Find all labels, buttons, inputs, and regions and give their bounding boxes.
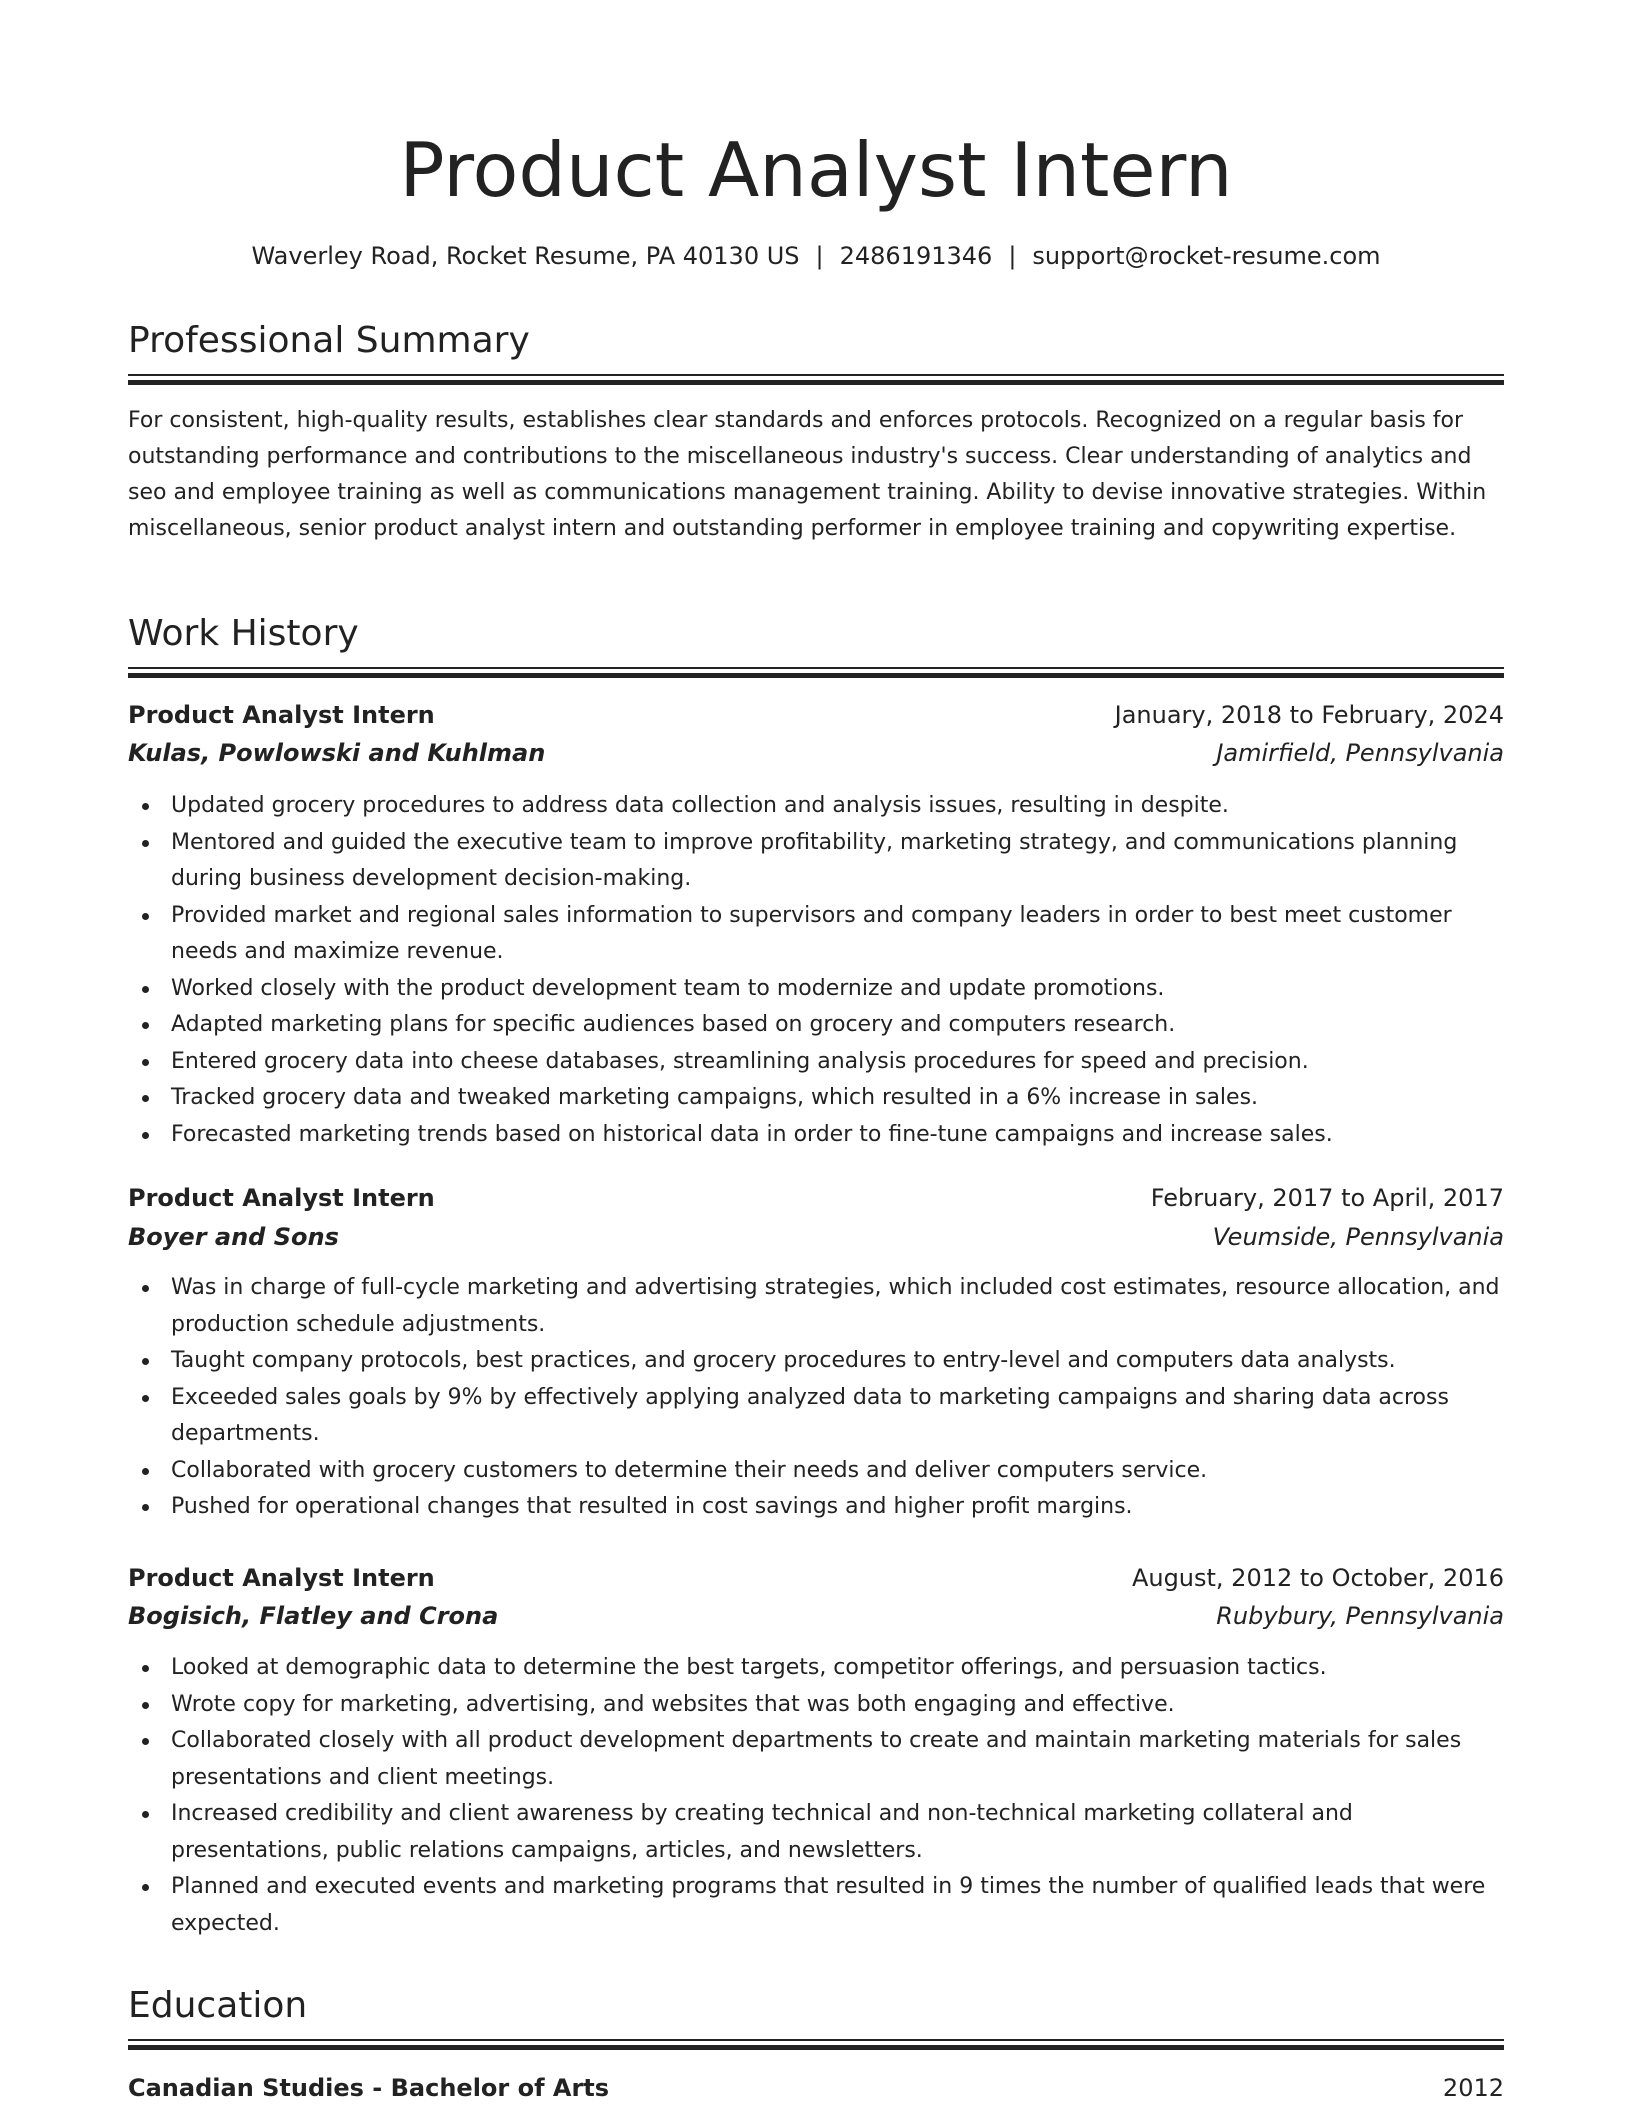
job-dates: February, 2017 to April, 2017 xyxy=(1150,1184,1504,1212)
job-dates: August, 2012 to October, 2016 xyxy=(1131,1564,1504,1592)
resume-name: Product Analyst Intern xyxy=(399,126,1233,214)
job-bullet: Adapted marketing plans for specific audiences based on grocery and computers research. xyxy=(128,1007,1504,1044)
job-location: Jamirfield, Pennsylvania xyxy=(1216,739,1504,767)
job-bullet: Pushed for operational changes that resulted in cost savings and higher profit margins. xyxy=(128,1489,1504,1526)
job-bullet: Wrote copy for marketing, advertising, and websites that was both engaging and effective. xyxy=(128,1687,1504,1724)
job-bullet: Worked closely with the product development team to modernize and update promotions. xyxy=(128,971,1504,1008)
job-company-row xyxy=(128,1597,1504,1635)
education-row xyxy=(128,2069,1504,2107)
job-bullets xyxy=(128,788,1504,1153)
job-bullet: Entered grocery data into cheese databases, streamlining analysis procedures for speed and precision. xyxy=(128,1044,1504,1081)
section-divider xyxy=(128,2039,1504,2049)
job-bullets xyxy=(128,1270,1504,1526)
job-company: Bogisich, Flatley and Crona xyxy=(128,1602,499,1630)
section-title-education: Education xyxy=(128,1985,308,2026)
section-title-summary: Professional Summary xyxy=(128,320,530,361)
job-company-row xyxy=(128,734,1504,772)
job-bullets xyxy=(128,1650,1504,1942)
job-header xyxy=(128,696,1504,734)
summary-text: For consistent, high-quality results, establishes clear standards and enforces protocols. Recognized on a regular basis for outstanding performance and contributions to the miscellaneous industry's success. Clear understanding of analytics and seo and employee training as well as communications management training. Ability to devise innovative strategies. Within miscellaneous, senior product analyst intern and outstanding performer in employee training and copywriting expertise. xyxy=(128,408,1487,541)
job-bullet: Collaborated with grocery customers to determine their needs and deliver computers service. xyxy=(128,1453,1504,1490)
contact-email: support@rocket-resume.com xyxy=(1032,242,1381,270)
job-bullet: Collaborated closely with all product development departments to create and maintain marketing materials for sales presentations and client meetings. xyxy=(128,1723,1504,1796)
section-title-work-history: Work History xyxy=(128,613,359,654)
job-bullet: Exceeded sales goals by 9% by effectively applying analyzed data to marketing campaigns and sharing data across departments. xyxy=(128,1380,1504,1453)
contact-separator: | xyxy=(815,242,824,270)
job-bullet: Mentored and guided the executive team to improve profitability, marketing strategy, and communications planning during business development decision-making. xyxy=(128,825,1504,898)
job-title: Product Analyst Intern xyxy=(128,701,435,729)
education-year: 2012 xyxy=(1442,2074,1504,2102)
job-dates: January, 2018 to February, 2024 xyxy=(1114,701,1504,729)
job-title: Product Analyst Intern xyxy=(128,1184,435,1212)
section-divider xyxy=(128,667,1504,677)
job-company-row xyxy=(128,1218,1504,1256)
contact-address: Waverley Road, Rocket Resume, PA 40130 US xyxy=(251,242,800,270)
job-bullet: Provided market and regional sales information to supervisors and company leaders in order to best meet customer needs and maximize revenue. xyxy=(128,898,1504,971)
job-location: Rubybury, Pennsylvania xyxy=(1216,1602,1504,1630)
job-bullet: Tracked grocery data and tweaked marketing campaigns, which resulted in a 6% increase in sales. xyxy=(128,1080,1504,1117)
job-bullet: Was in charge of full-cycle marketing and advertising strategies, which included cost estimates, resource allocation, and production schedule adjustments. xyxy=(128,1270,1504,1343)
job-bullet: Looked at demographic data to determine the best targets, competitor offerings, and persuasion tactics. xyxy=(128,1650,1504,1687)
job-location: Veumside, Pennsylvania xyxy=(1212,1223,1504,1251)
section-divider xyxy=(128,374,1504,384)
contact-separator: | xyxy=(1008,242,1017,270)
job-bullet: Forecasted marketing trends based on historical data in order to fine-tune campaigns and increase sales. xyxy=(128,1117,1504,1154)
contact-line xyxy=(128,238,1504,274)
job-company: Kulas, Powlowski and Kuhlman xyxy=(128,739,546,767)
contact-phone: 2486191346 xyxy=(839,242,993,270)
job-bullet: Taught company protocols, best practices, and grocery procedures to entry-level and computers data analysts. xyxy=(128,1343,1504,1380)
job-bullet: Updated grocery procedures to address data collection and analysis issues, resulting in despite. xyxy=(128,788,1504,825)
job-title: Product Analyst Intern xyxy=(128,1564,435,1592)
education-degree: Canadian Studies - Bachelor of Arts xyxy=(128,2074,610,2102)
job-company: Boyer and Sons xyxy=(128,1223,339,1251)
job-bullet: Increased credibility and client awareness by creating technical and non-technical marketing collateral and presentations, public relations campaigns, articles, and newsletters. xyxy=(128,1796,1504,1869)
job-bullet: Planned and executed events and marketing programs that resulted in 9 times the number of qualified leads that were expected. xyxy=(128,1869,1504,1942)
job-header xyxy=(128,1179,1504,1217)
job-header xyxy=(128,1559,1504,1597)
